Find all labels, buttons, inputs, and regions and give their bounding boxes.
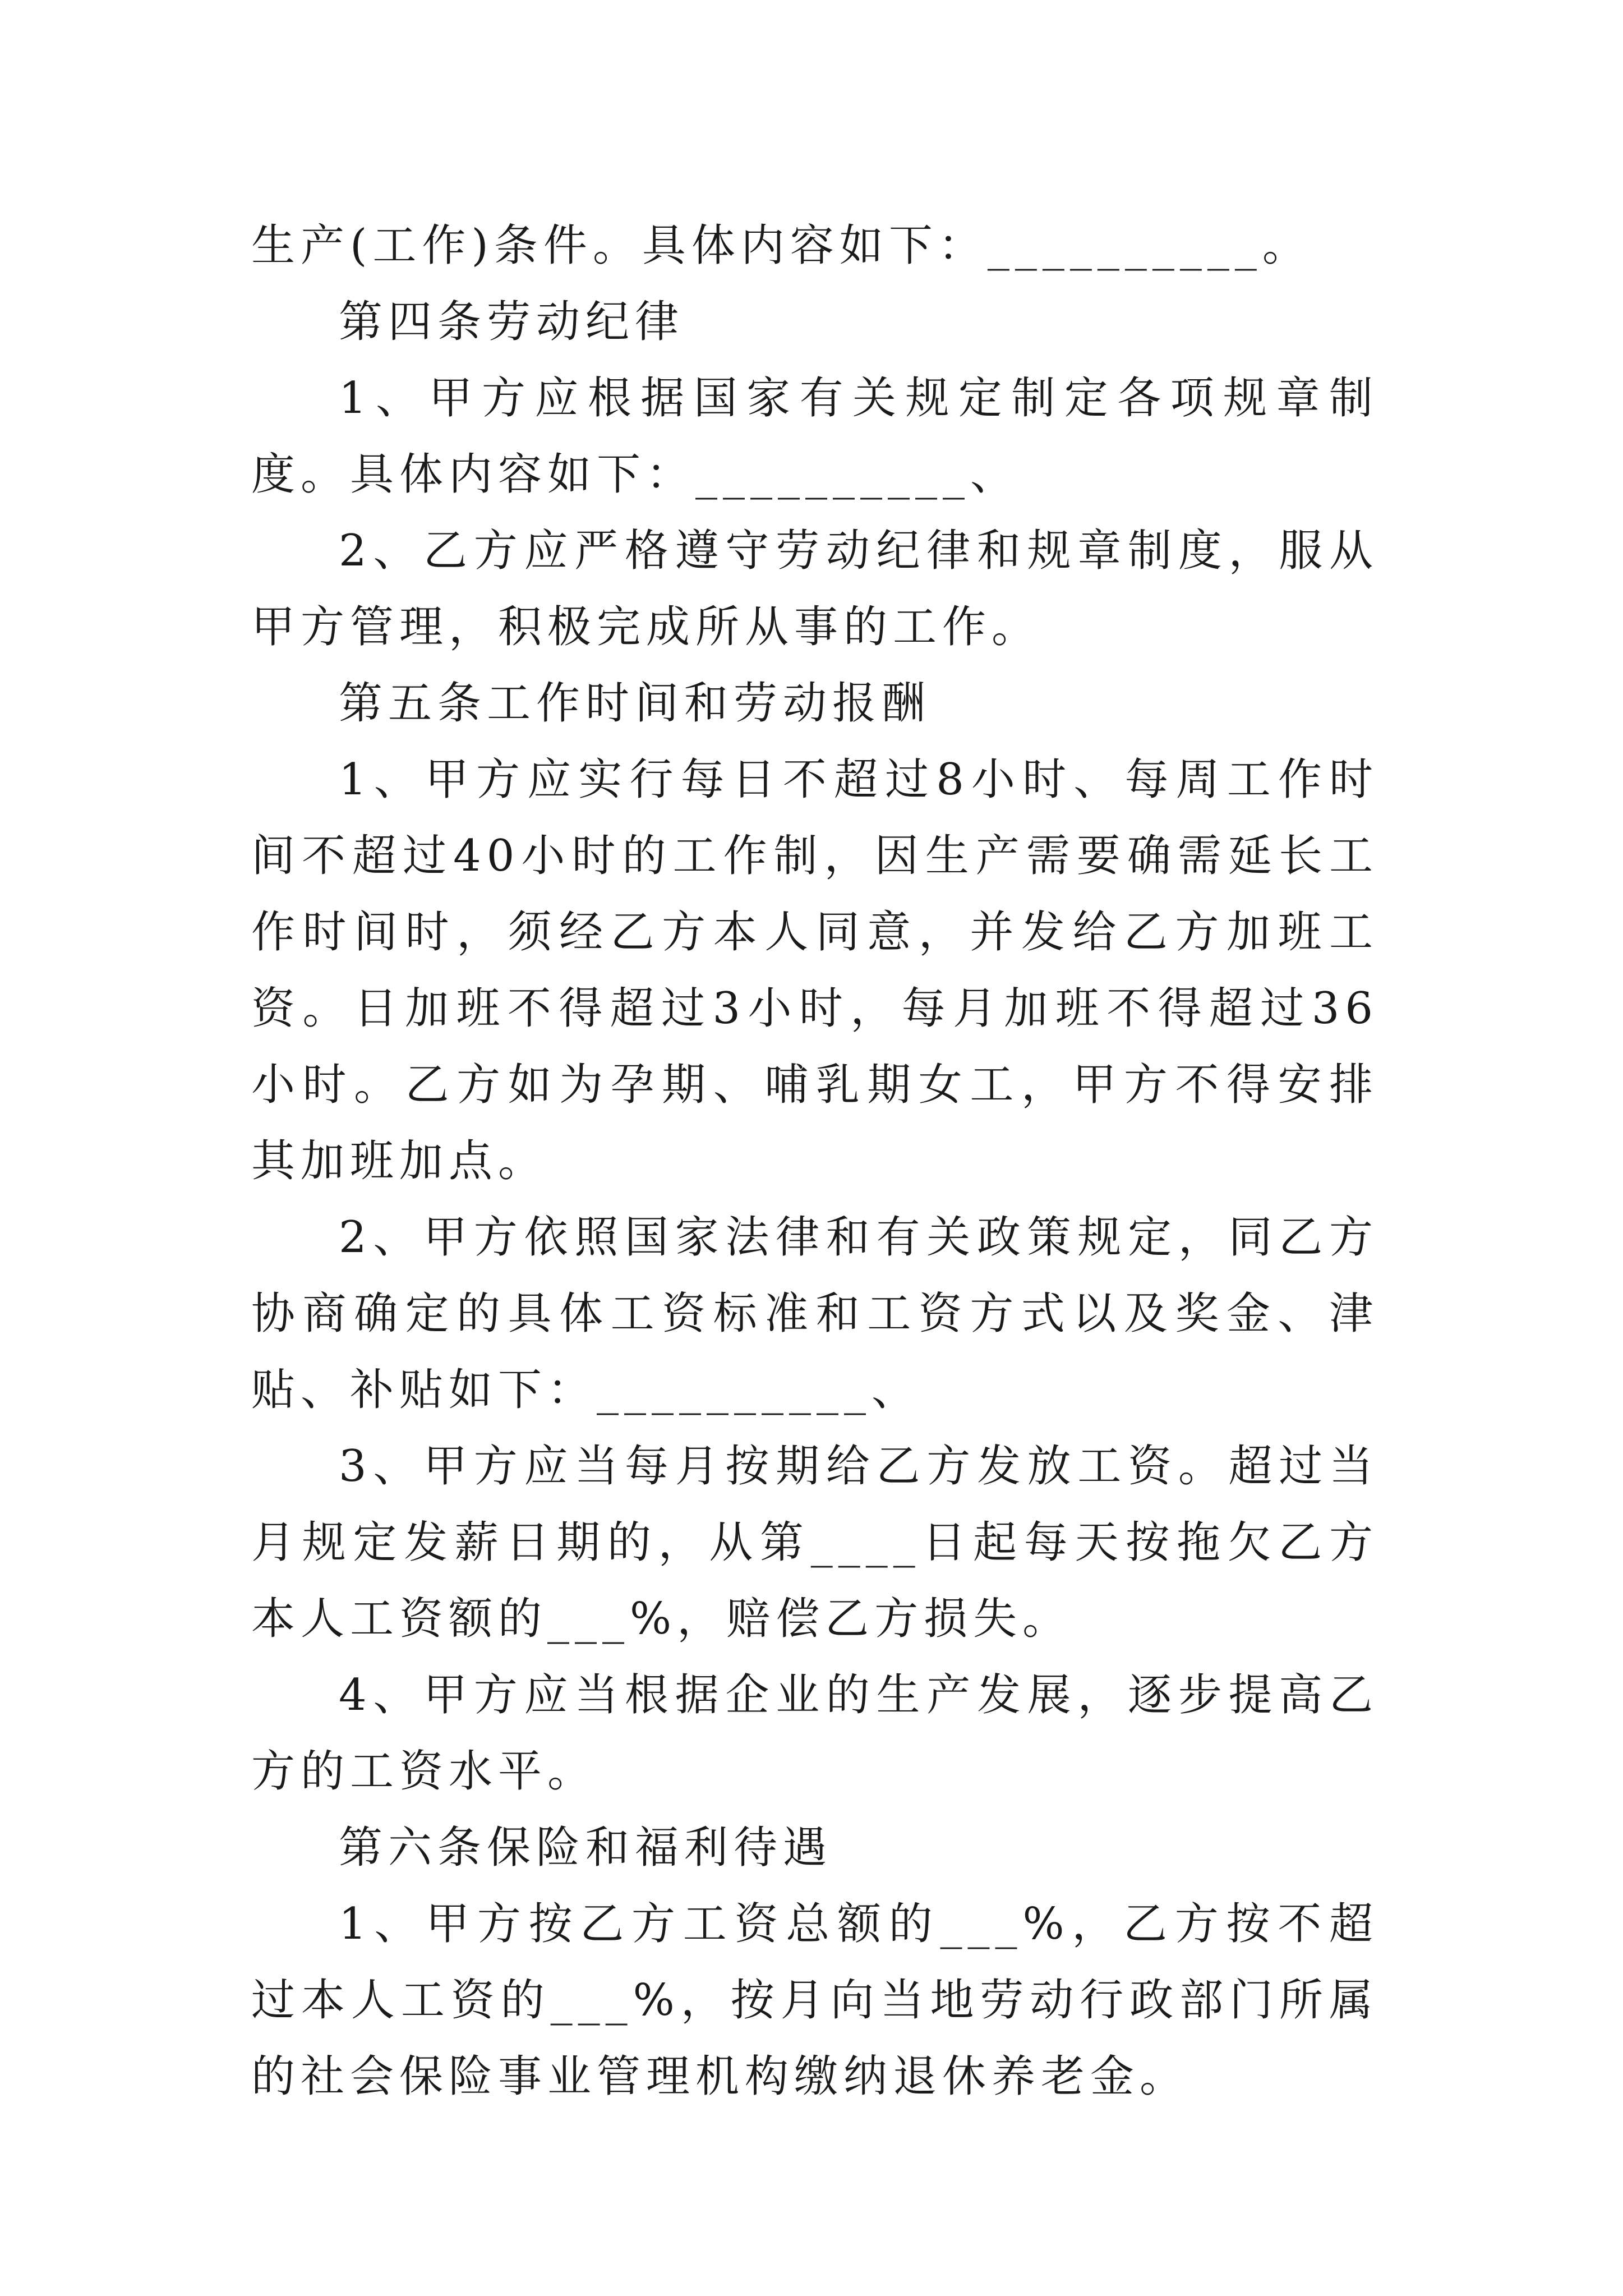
- paragraph-article-6-item-1: 1、甲方按乙方工资总额的___%，乙方按不超过本人工资的___%，按月向当地劳动行政部门所属的社会保险事业管理机构缴纳退休养老金。: [251, 1899, 1378, 2102]
- document-body: [251, 208, 1378, 2115]
- paragraph-article-4-item-1: 1、甲方应根据国家有关规定制定各项规章制度。具体内容如下：__________、: [251, 373, 1378, 500]
- heading-article-6: 第六条保险和福利待遇: [339, 1823, 833, 1873]
- paragraph-article-5-item-3: 3、甲方应当每月按期给乙方发放工资。超过当月规定发薪日期的，从第____日起每天按拖欠乙方本人工资额的___%，赔偿乙方损失。: [251, 1441, 1378, 1644]
- paragraph-article-5-item-2: 2、甲方依照国家法律和有关政策规定，同乙方协商确定的具体工资标准和工资方式以及奖金、津贴、补贴如下：__________、: [251, 1212, 1378, 1415]
- paragraph-work-conditions: 生产(工作)条件。具体内容如下：__________。: [251, 220, 1312, 271]
- paragraph-article-5-item-4: 4、甲方应当根据企业的生产发展，逐步提高乙方的工资水平。: [251, 1670, 1378, 1797]
- paragraph-article-4-item-2: 2、乙方应严格遵守劳动纪律和规章制度，服从甲方管理，积极完成所从事的工作。: [251, 526, 1378, 652]
- heading-article-4: 第四条劳动纪律: [339, 297, 685, 347]
- paragraph-article-5-item-1: 1、甲方应实行每日不超过8小时、每周工作时间不超过40小时的工作制，因生产需要确需延长工作时间时，须经乙方本人同意，并发给乙方加班工资。日加班不得超过3小时，每月加班不得超过36小时。乙方如为孕期、哺乳期女工，甲方不得安排其加班加点。: [251, 754, 1378, 1186]
- heading-article-5: 第五条工作时间和劳动报酬: [339, 678, 932, 729]
